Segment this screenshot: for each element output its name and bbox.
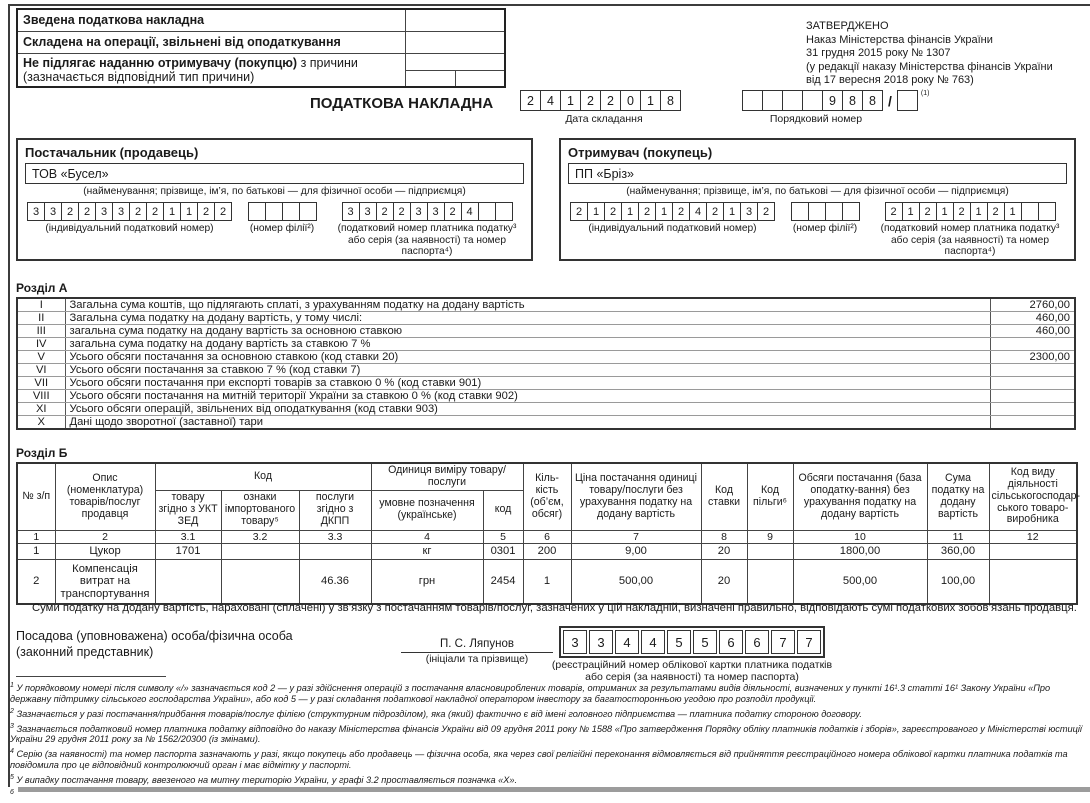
buyer-name-field[interactable]: ПП «Бріз» [568,163,1067,184]
row-text: Усього обсяги постачання на митній території України за ставкою 0 % (код ставки 902) [65,390,990,403]
section-b-heading: Розділ Б [16,446,68,460]
digit-cell[interactable] [1038,202,1056,221]
col-header-unit-name: умовне позначення (українське) [371,490,483,530]
cell: 20 [701,544,747,560]
col-num: 5 [483,530,523,544]
row-num: IV [17,338,65,351]
serial-suffix-cell[interactable] [897,90,918,111]
row-text: Усього обсяги постачання за основною ставкою (код ставки 20) [65,351,990,364]
signatory-reg-number-group [546,626,838,683]
digit-cell[interactable] [742,90,763,111]
col-num: 7 [571,530,701,544]
digit-cell[interactable]: 2 [638,202,656,221]
buyer-ipn-group [570,202,775,258]
cell [989,544,1077,560]
buyer-taxnum-group [875,202,1065,258]
col-header-quantity: Кіль-кість (об’єм, обсяг) [523,463,571,530]
cell [221,544,299,560]
col-header-rate-code: Код ставки [701,463,747,530]
page-left-border [8,4,10,787]
digit-cell[interactable]: 1 [1004,202,1022,221]
digit-cell[interactable] [808,202,826,221]
digit-cell[interactable] [782,90,803,111]
table-row [17,351,1075,364]
col-num: 12 [989,530,1077,544]
cell: 500,00 [571,560,701,604]
seller-ipn-group [27,202,232,258]
table-row [17,338,1075,351]
digit-cell[interactable]: 8 [660,90,681,111]
table-row [17,416,1075,430]
declaration-text: Суми податку на додану вартість, нараховані (сплачені) у зв’язку з постачанням товарів/послуг, зазначених у цій накладній, визначені правильно, відповідають сумі податкових зобов’язань продавця. [32,602,1077,614]
row-num: III [17,325,65,338]
digit-cell[interactable]: 2 [78,202,96,221]
col-header-import-mark: ознаки імпортованого товару⁵ [221,490,299,530]
cell: 360,00 [927,544,989,560]
cell: 500,00 [793,560,927,604]
section-a-heading: Розділ А [16,281,68,295]
cell: грн [371,560,483,604]
digit-cell[interactable]: 2 [146,202,164,221]
approved-line: (у редакції наказу Міністерства фінансів України [806,60,1053,73]
seller-title: Постачальник (продавець) [25,145,199,160]
digit-cell[interactable]: 1 [587,202,605,221]
digit-cell[interactable]: 3 [95,202,113,221]
footnotes [10,681,1086,803]
flag-label-exempt: Складена на операції, звільнені від оподаткування [17,31,405,53]
digit-cell[interactable]: 3 [427,202,445,221]
digit-cell[interactable]: 1 [621,202,639,221]
col-num: 2 [55,530,155,544]
cell: 1 [17,544,55,560]
buyer-name-hint: (найменування; прізвище, ім’я, по батькові — для фізичної особи — підприємця) [626,186,1009,197]
digit-cell[interactable]: 3 [359,202,377,221]
digit-cell[interactable]: 2 [197,202,215,221]
page-bottom-shadow [18,787,1090,792]
row-num: II [17,312,65,325]
seller-name-hint: (найменування; прізвище, ім’я, по батькові — для фізичної особи — підприємця) [83,186,466,197]
digit-cell[interactable]: 8 [842,90,863,111]
row-value [990,403,1075,416]
row-text: загальна сума податку на додану вартість за ставкою 7 % [65,338,990,351]
footnote-text: У порядковому номері після символу «/» зазначається код 2 — у разі здійснення операцій з постачання власновироблених товарів, отриманих за результатами видів діяльності, визначених у пункті 16¹.3 статті 16¹ Закону України «Про державну підтримку сільського господарства України», або код 5 — у разі складання податкової накладної оператором інвестору за багатосторонньою угодою про розподіл продукції. [10,683,1051,704]
buyer-panel [559,138,1076,261]
digit-cell[interactable]: 2 [214,202,232,221]
digit-cell[interactable]: 1 [640,90,661,111]
footnote-1 [10,681,1086,705]
buyer-branch-cells[interactable] [791,202,860,221]
item-row [17,560,1077,604]
col-header-benefit-code: Код пільги⁶ [747,463,793,530]
reg-number-cells[interactable] [563,630,821,654]
digit-cell[interactable]: 4 [641,630,665,654]
section-a [16,281,1076,430]
digit-cell[interactable]: 4 [615,630,639,654]
row-num: VI [17,364,65,377]
digit-cell[interactable]: 2 [600,90,621,111]
digit-cell[interactable]: 9 [822,90,843,111]
table-row [17,377,1075,390]
row-num: VII [17,377,65,390]
col-num: 10 [793,530,927,544]
flag-checkbox-not-issued[interactable] [405,53,505,70]
col-group-unit: Одиниця виміру товару/послуги [371,463,523,490]
seller-taxnum-group [332,202,522,258]
signatory-name-block [401,638,553,665]
digit-cell[interactable]: 2 [604,202,622,221]
col-num: 4 [371,530,483,544]
reg-number-label: (реєстраційний номер облікової картки платника податків або серія (за наявності) та номер паспорта) [551,659,833,683]
footnote-divider [16,676,166,677]
row-text: Усього обсяги постачання при експорті товарів за ставкою 0 % (код ставки 901) [65,377,990,390]
digit-cell[interactable]: 2 [520,90,541,111]
col-header-unit-code: код [483,490,523,530]
serial-group [742,90,929,125]
digit-cell[interactable]: 5 [667,630,691,654]
approved-line: ЗАТВЕРДЖЕНО [806,20,889,32]
reg-number-box [559,626,825,658]
footnote-text: У випадку постачання товару, ввезеного на митну територію України, у графі 3.2 проставляється позначка «Х». [16,774,518,785]
digit-cell[interactable]: 2 [885,202,903,221]
approved-line: від 17 вересня 2018 року № 763) [806,74,974,87]
footnote-marker: 2 [10,707,14,715]
cell: Компенсація витрат на транспортування [55,560,155,604]
date-group [520,90,688,125]
digit-cell[interactable]: 2 [61,202,79,221]
section-b [16,446,1081,605]
cell: 100,00 [927,560,989,604]
section-a-table [16,297,1076,430]
footnote-text: Зазначається у разі постачання/придбання товарів/послуг філією (структурним підрозділом), яка (який) фактично є від імені головного підприємства — платника податку стороною договору. [16,708,862,719]
serial-footnote-marker: (1) [920,90,930,97]
digit-cell[interactable]: 2 [376,202,394,221]
cell [221,560,299,604]
approved-block [806,20,1088,88]
seller-ipn-label: (індивідуальний податковий номер) [45,223,214,234]
digit-cell[interactable]: 2 [706,202,724,221]
seller-branch-label: (номер філії²) [249,223,315,234]
digit-cell[interactable]: 7 [797,630,821,654]
buyer-title: Отримувач (покупець) [568,145,713,160]
digit-cell[interactable] [478,202,496,221]
date-cells[interactable] [520,90,688,111]
page-top-border [8,4,1090,6]
signature-block [16,626,1076,683]
table-row [17,364,1075,377]
digit-cell[interactable]: 5 [693,630,717,654]
digit-cell[interactable]: 7 [771,630,795,654]
serial-slash: / [888,92,892,109]
signatory-role-label [16,629,293,660]
footnote-text: Зазначається податковий номер платника податку відповідно до наказу Міністерства фінансів України від 09 грудня 2011 року № 1588 «Про затвердження Порядку обліку платників податків і зборів», зареєстрованого у Міністерстві юстиції України 29 грудня 2011 року за № 1562/20300 (із змінами). [10,723,1082,745]
col-num: 9 [747,530,793,544]
serial-label: Порядковий номер [769,113,863,125]
flag-row-not-issued [17,53,505,70]
buyer-branch-label: (номер філії²) [792,223,858,234]
digit-cell[interactable] [248,202,266,221]
col-header-vat-amount: Сума податку на додану вартість [927,463,989,530]
signatory-role-line2: (законний представник) [16,644,154,659]
reason-type-cell-2[interactable] [455,70,505,87]
footnote-2 [10,707,1086,720]
cell [989,560,1077,604]
approved-line: 31 грудня 2015 року № 1307 [806,47,951,60]
digit-cell[interactable]: 3 [589,630,613,654]
column-number-row [17,530,1077,544]
digit-cell[interactable] [265,202,283,221]
row-num: I [17,298,65,312]
col-header-price: Ціна постачання одиниці товару/послуги без урахування податку на додану вартість [571,463,701,530]
col-header-description: Опис (номенклатура) товарів/послуг продавця [55,463,155,530]
digit-cell[interactable]: 4 [689,202,707,221]
row-value [990,377,1075,390]
row-num: VIII [17,390,65,403]
digit-cell[interactable]: 2 [580,90,601,111]
seller-taxnum-label: (податковий номер платника податку³ або серія (за наявності) та номер паспорта⁴) [337,223,517,257]
footnote-4 [10,747,1086,771]
seller-branch-cells[interactable] [248,202,317,221]
row-text: загальна сума податку на додану вартість за основною ставкою [65,325,990,338]
col-header-ukt-zed: товару згідно з УКТ ЗЕД [155,490,221,530]
row-value [990,364,1075,377]
digit-cell[interactable]: 2 [919,202,937,221]
flag-label-not-issued-rest: з причини [297,55,358,70]
digit-cell[interactable]: 3 [27,202,45,221]
digit-cell[interactable]: 2 [444,202,462,221]
digit-cell[interactable]: 3 [44,202,62,221]
parties-row [16,138,1076,261]
cell: Цукор [55,544,155,560]
row-text: Загальна сума податку на додану вартість, у тому числі: [65,312,990,325]
digit-cell[interactable]: 3 [410,202,428,221]
col-num: 8 [701,530,747,544]
col-num: 6 [523,530,571,544]
cell [747,544,793,560]
digit-cell[interactable] [842,202,860,221]
digit-cell[interactable]: 8 [862,90,883,111]
col-num: 1 [17,530,55,544]
cell: 0301 [483,544,523,560]
flag-label-not-issued-bold: Не підлягає наданню отримувачу (покупцю) [23,55,298,70]
invoice-type-flags-table [16,8,506,88]
signatory-name-hint: (ініціали та прізвище) [425,654,529,665]
digit-cell[interactable]: 3 [740,202,758,221]
digit-cell[interactable]: 3 [112,202,130,221]
buyer-ipn-cells[interactable] [570,202,775,221]
footnote-marker: 5 [10,773,14,781]
signatory-role-line1: Посадова (уповноважена) особа/фізична особа [16,629,293,643]
section-b-table [16,462,1081,605]
col-num: 3.1 [155,530,221,544]
cell: кг [371,544,483,560]
row-text: Дані щодо зворотної (заставної) тари [65,416,990,430]
serial-cells[interactable] [742,90,883,111]
cell: 1701 [155,544,221,560]
cell [747,560,793,604]
buyer-taxnum-cells[interactable] [885,202,1056,221]
digit-cell[interactable]: 3 [563,630,587,654]
digit-cell[interactable]: 0 [620,90,641,111]
digit-cell[interactable]: 1 [560,90,581,111]
cell: 20 [701,560,747,604]
footnote-text: Серію (за наявності) та номер паспорта зазначають у разі, якщо покупець або продавець — фізична особа, яка через свої релігійні переконання відмовляється від прийняття реєстраційного номера облікової картки платника податків та повідомила про це відповідний контролюючий орган і має відмітку у паспорті. [10,749,1068,771]
digit-cell[interactable]: 6 [719,630,743,654]
date-label: Дата складання [565,113,643,125]
col-group-code: Код [155,463,371,490]
digit-cell[interactable] [802,90,823,111]
digit-cell[interactable]: 2 [757,202,775,221]
digit-cell[interactable] [897,90,918,111]
signatory-name: П. С. Ляпунов [401,638,553,653]
digit-cell[interactable]: 1 [970,202,988,221]
digit-cell[interactable]: 3 [342,202,360,221]
cell [155,560,221,604]
cell: 2454 [483,560,523,604]
approved-line: Наказ Міністерства фінансів України [806,33,993,46]
digit-cell[interactable]: 4 [461,202,479,221]
digit-cell[interactable]: 1 [902,202,920,221]
footnote-3 [10,722,1086,746]
row-value: 2300,00 [990,351,1075,364]
digit-cell[interactable]: 1 [655,202,673,221]
digit-cell[interactable] [495,202,513,221]
table-row [17,390,1075,403]
digit-cell[interactable]: 2 [570,202,588,221]
cell: 46.36 [299,560,371,604]
buyer-ipn-label: (індивідуальний податковий номер) [588,223,757,234]
row-num: V [17,351,65,364]
footnote-marker: 4 [10,748,14,756]
footnote-marker: 3 [10,722,14,730]
cell: 1800,00 [793,544,927,560]
digit-cell[interactable] [1021,202,1039,221]
cell: 200 [523,544,571,560]
row-num: XI [17,403,65,416]
row-value [990,416,1075,430]
item-row [17,544,1077,560]
digit-cell[interactable]: 2 [672,202,690,221]
flag-label-consolidated: Зведена податкова накладна [17,9,405,31]
digit-cell[interactable]: 2 [987,202,1005,221]
table-row [17,312,1075,325]
flag-label-not-issued [17,53,405,87]
col-num: 3.3 [299,530,371,544]
footnote-marker: 1 [10,682,14,689]
col-num: 11 [927,530,989,544]
digit-cell[interactable]: 2 [393,202,411,221]
digit-cell[interactable]: 1 [163,202,181,221]
flag-row-consolidated [17,9,505,31]
digit-cell[interactable]: 1 [180,202,198,221]
table-row [17,325,1075,338]
digit-cell[interactable]: 6 [745,630,769,654]
cell: 9,00 [571,544,701,560]
flag-label-not-issued-sub: (зазначається відповідний тип причини) [23,69,255,84]
cell: 1 [523,560,571,604]
table-row [17,298,1075,312]
col-header-dkpp: послуги згідно з ДКПП [299,490,371,530]
footnote-marker: 6 [10,788,14,796]
seller-ipn-cells[interactable] [27,202,232,221]
row-value [990,338,1075,351]
seller-branch-group [248,202,317,258]
cell [299,544,371,560]
digit-cell[interactable]: 2 [129,202,147,221]
table-row [17,403,1075,416]
buyer-branch-group [791,202,860,258]
digit-cell[interactable] [825,202,843,221]
col-num: 3.2 [221,530,299,544]
digit-cell[interactable] [762,90,783,111]
row-value: 2760,00 [990,298,1075,312]
reason-type-cell-1[interactable] [405,70,455,87]
flag-row-exempt [17,31,505,53]
cell: 2 [17,560,55,604]
seller-taxnum-cells[interactable] [342,202,513,221]
col-header-supply-volume: Обсяги постачання (база оподатку-вання) без урахування податку на додану вартість [793,463,927,530]
digit-cell[interactable] [299,202,317,221]
buyer-taxnum-label: (податковий номер платника податку³ або серія (за наявності) та номер паспорта⁴) [880,223,1060,257]
digit-cell[interactable] [791,202,809,221]
row-text: Загальна сума коштів, що підлягають сплаті, з урахуванням податку на додану вартість [65,298,990,312]
row-value [990,390,1075,403]
invoice-title: ПОДАТКОВА НАКЛАДНА [310,95,494,112]
row-text: Усього обсяги постачання за ставкою 7 % (код ставки 7) [65,364,990,377]
flag-checkbox-exempt[interactable] [405,31,505,53]
digit-cell[interactable]: 2 [953,202,971,221]
digit-cell[interactable]: 1 [723,202,741,221]
col-header-agri-code: Код виду діяльності сільськогосподар-ського товаро-виробника [989,463,1077,530]
col-header-num: № з/п [17,463,55,530]
digit-cell[interactable]: 4 [540,90,561,111]
digit-cell[interactable]: 1 [936,202,954,221]
row-num: X [17,416,65,430]
row-value: 460,00 [990,312,1075,325]
footnote-5 [10,773,1086,786]
row-text: Усього обсяги операцій, звільнених від оподаткування (код ставки 903) [65,403,990,416]
seller-panel [16,138,533,261]
flag-checkbox-consolidated[interactable] [405,9,505,31]
digit-cell[interactable] [282,202,300,221]
row-value: 460,00 [990,325,1075,338]
seller-name-field[interactable]: ТОВ «Бусел» [25,163,524,184]
